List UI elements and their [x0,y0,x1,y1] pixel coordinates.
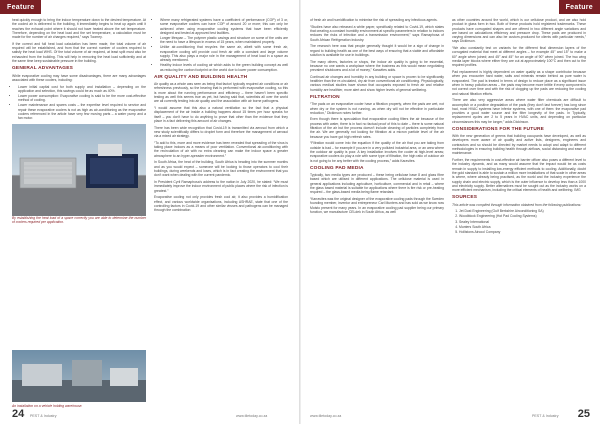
paragraph: The research here was that people generally thought it would be a sign of change in regard to building health as one of the best ways of ensuring that a viable and affordable solution is available for use in buildings. [310,44,444,57]
paragraph: “Studies have also released a white paper, specifically related to Covid-19, which states that creating a constant humidity environment at specific parameters in relation to indoors reduces the risks of infection and a transmission environment,” says Ramaphosa of South African Refrigeration Industry. [310,24,444,42]
section-tab: Feature [0,0,41,14]
paragraph: heat quickly enough to bring the indoor temperature down to the desired temperature. At the cooled air is delivered to the building, it immediately begins to heat up again until it reaches the exhaust point where it should not have heated above the set temperature. Therefore, depending on the heat load and the set temperature, a calculation must be made for the number of air changes required,” says Toomey. [12,18,146,40]
section-heading-future: CONSIDERATIONS FOR THE FUTURE [452,127,545,132]
section-tab: Feature [559,0,600,14]
advantages-list [12,85,146,121]
sources-lead: This article was compiled through information obtained from the following publications: [452,202,582,207]
list-item: • Where many refrigerated systems have a coefficient of performance (COP) of 3 or, some evaporative coolers can have COP of around 20 or more; this can only be achieved when using evaporative cooling systems that have been efficiently designed and tested at approved test facilities. [160,18,288,35]
paragraph: There are also very aggressive areas where water filter chemicals are difficult to accomplish or a positive degradation of the pads (they don’t last forever) has long since had, most HVAC systems have inferior systems, with one of them: the evaporative pad provides a good water source and the filter longevity of the pads. In Typically, replacement cycles are 2 to 5 years in HVAC units, and depending on particular circumstances this may be longer,” adds Dickinson. [452,98,586,124]
source-item: 5. Hollistons Aircool Company [459,230,586,234]
paragraph: “The pads on an evaporative cooler have a filtration property, when the pads are wet, not when dry or the system is not running, as when dry will not be effective in particulate reduction,” Dickinson notes further. [310,102,444,115]
section-heading-filtration: FILTRATION [310,95,340,101]
list-item: • Lower maintenance and spares costs – the expertise level required to service and repair these evaporative coolers is not as high as air-conditioning as the evaporative coolers referenced in the article have very few moving parts – a water pump and a fan motor. [18,103,146,120]
list-item: • Unlike air-conditioning that recycles the same air, albeit with some fresh air, evaporative cooling will provide cool fresh air with a constant and large volume supply. This also plays a major role in the management of heat load in a space as already mentioned. [160,45,288,62]
source-item: 4. Munters South Africa [459,225,586,229]
list-item: • Lower power consumption: Evaporative cooling is said to be the more cost-effective method of cooling. [18,94,146,103]
section-heading-general-advantages: GENERAL ADVANTAGES [12,66,73,72]
photo-caption: By establishing the heat load of a space correctly you are able to determine the number of coolers required per application. [12,215,146,224]
paragraph: “I would assume that this also a natural ventilation so the fact that a physical displacement of the air inside a building happens about 15 times per hour speaks for itself – you don’t have to do anything to prove that other than the evidence that they place in a fact delivering this amount of air changes. [154,106,288,123]
photo-caption: An installation on a vehicle holding warehouse. [12,404,83,408]
paragraph: There has been wide recognition that Covid-19 is transmitted via aerosol from which a new study scientifically differs to droplet form and therefore the management of aerosol via a mixed air strategy. [154,125,288,139]
right-page-column-1 [310,18,444,216]
paragraph: In South Africa, the heat of the building, South Africa is heading into the summer months and as you would expect – someone will be looking to those operators to cool their buildings, during weekends and loses, which is in fact creating the environment that you don’t want when dealing with the current pandemic. [154,160,288,178]
paragraph: While evaporative cooling may have some disadvantages, there are many advantages associated with these coolers, including: [12,73,146,82]
cooler-roof-photo [12,124,146,216]
warehouse-installation-photo [12,350,146,402]
right-page-column-2 [452,18,586,235]
page-number: 24 [12,408,25,420]
page-number: 25 [577,408,590,420]
left-page-column-1 [12,18,146,226]
paragraph: In President Cyril Ramaphosa’s address to the nation in July 2020, he stated: “We must immediately improve the indoor environment of public places where the risk of infection is greatest.” [154,180,288,193]
footer-url: www.tiletoday.co.za [236,414,268,418]
paragraph: Typically, two media types are produced – these being cellulose base 8 and glass fibre based which are utilised in different applications. The cellulose material is used in general applications including agriculture, horticulture, commercial and in retail – where the glass based material is suitable for applications where there is fire risk or pre-heating required – the glass-based media being flame retardant. [310,173,444,195]
section-heading-cooling-pad-media: COOLING PAD MEDIA [310,165,364,171]
paragraph: as other countries around the world, which is our cellulose product, and we also hold product in glass form in two. Both of these products hold registered trademarks. These products have corrugated shapes and are offered in two different angle variations and are based on calculations efficiency and pressure drop. These pads are produced in varying dimensions and can also be custom-produced for clients with particular needs,” says Dickinson. [452,18,586,44]
paragraph: The many others, factories or shops, the indoor air quality is going to be essential, because no one wants a workplace where the business as this would mean negotiating prevalent shutdowns and a lot of money,” Karavites adds. [310,59,444,73]
photo-illustration [12,350,146,402]
footer-issue: PEST & Industry [30,414,57,418]
footer-issue: PEST & Industry [532,414,559,418]
paragraph: Even though there is speculation that evaporative cooling filters the air because of the process with water, there is in fact no factual proof of this to date – there is some natural filtration of the air but the process doesn’t include cleaning of particles completely from the air. We are generally not looking for filtration at a micron particle level of the air because you have got high refresh rates. [310,117,444,139]
paragraph: Evaporative cooling not only provides fresh cool air, it also provides a humidification effect, and various worldwide organisations, including ASHRAE, state that one of the controlling factors in Covid-19 and other similar viruses and pathogens can be managed through the combination [154,195,288,213]
paragraph: “Filtration would come into the equation if the quality of the air that you are taking from outside is bad – for example if you are in a very polluted industrial area, or an area where the outdoor air quality is poor. A key installation involves the cooler at high-level areas; evaporative coolers do play a role with some type of filtration, the high ratio of outdoor air is not going to be any better with the cooling process,” adds Karavites. [310,141,444,163]
sources-list [452,209,586,234]
list-item: • Healthy indoor levels of cooling air which adds to the green building concept as well as reducing the carbon footprint on the world due to lower power consumption. [160,63,288,72]
photo-illustration [12,124,146,216]
source-item: 2. Woodblock Engineering (Hot Pad Cooling Systems) [459,214,586,218]
left-page-column-2 [154,18,288,215]
paragraph: With the new generation of greens that building occupants have developed, as well as developers more aware of air quality and active lists, designers, engineers and contractors and so should be directed by market needs to adopt and adapt to different methodologies in ensuring building health through airflows, social distancing and ease of maintenance. [452,134,586,156]
paragraph: Continual air changes and humidity in any building or space is proven to be significantly healthier than the re-circulated, dry air from conventional air conditioning. Physiologically, various medical studies have shown that occupants exposed to fresh air and relative humidity are healthier, more alert and show higher levels of general wellbeing. [310,74,444,92]
paragraph: of fresh air and humidification to minimise the risk of spreading any infectious agents. [310,18,438,22]
list-item: • Lower initial capital cost for both supply and installation – depending on the application and selection, this savings could be as much as 40%. [18,85,146,94]
paragraph: “Karravites was the original designer of the evaporative cooling pads through the Sweden founding member, inventor and entrepreneur Carl Munters and has sold as we know now Moisto present for many years. In an evaporative cooling pad supplier being our primary function, we manufacture CELdek in South Africa, as well [310,196,445,214]
paragraph: Air quality as a whole was seen as being that factor/ typically required air conditions or air refreshness previously, so the bearing that is performed with evaporative cooling, so this is more about the running performance and efficiency – there haven’t been specific testing as well this seems true as yet, but having said that, scientists all over the world are all currently testing into air quality and the association with air borne pathogens. [154,82,288,104]
right-page [300,0,600,424]
paragraph: “To add to this, more and more evidence has been revealed that spreading of the virus is taking place indoors as a means of poor ventilation. Conventional air-conditioning with the recirculation of air with no extra cleaning can make the indoor space a greater atmosphere to an hyper-spreader environment.” [154,140,288,158]
list-item: • Longer lifespan – The polymer plastic casings and structure on some of the units are the need to have a lifespan in excess of 15 years, when maintained properly. [160,36,288,45]
paragraph: “We also constantly test on variants for the different final dimension layers of the corrugated material that meet at different angles – for example 45° and 15° to make a 60° angle when joined; and 45° and 45° for an angle of 90° when joined. The two wing media layer blocks where either they are cut at approximately 100°C and then cut to the required profiles. [452,46,586,68]
source-item: 3. Sealey International [459,220,586,224]
section-heading-air-quality: AIR QUALITY AND BUILDING HEALTH [154,74,248,80]
section-heading-sources: SOURCES [452,195,478,201]
paragraph: Further, the requirements in cost-effective air barrier officer also poses a different level to the industry dynamic, and as many would assume that the impact would be as costs remain in supply to installing low-energy efficient methods to cooling. Additionally, doubt the gold standard is able to sustain a million more installations of that scale in other areas is where, where already being practised, as the world and the industry experience the supply chain and electric supply, which is the outer influence to develop less than a 1000 and electricity supply. Better alternatives must be sought out as the industry works on a more efficient mechanism, including the critical elements of health and wellbeing. IMG [452,158,587,193]
source-item: 1. Jet Dust Engineering (Gulf Berkshire Airconditioning SA) [459,209,586,213]
paragraph: Pad replacement is highly dependent on water quality as a shape contributor because when you encounter hard water, salts and minerals remain behind as pure water is evaporated. The pad is treated in terms of design to reduce place as a significant issue when in heavy pollution areas – the pads may become more brittle if every component is not correct over time and with the risk of clogging up the pads are reducing the cooling and natural filtration efforts. [452,70,586,96]
advantages-list-continued [154,18,288,72]
paragraph: If the correct and full heat load calculation has been made, the total volume of air required will be established, and from that the correct number of coolers required to satisfy the heat load WHS. Of the total volume of air required, at least split must also be exhausted from the building. This will help in removing the heat load sufficiently and at the same time keep sustainable pressure in the building. [12,41,146,64]
footer-url: www.tiletoday.co.za [310,414,342,418]
